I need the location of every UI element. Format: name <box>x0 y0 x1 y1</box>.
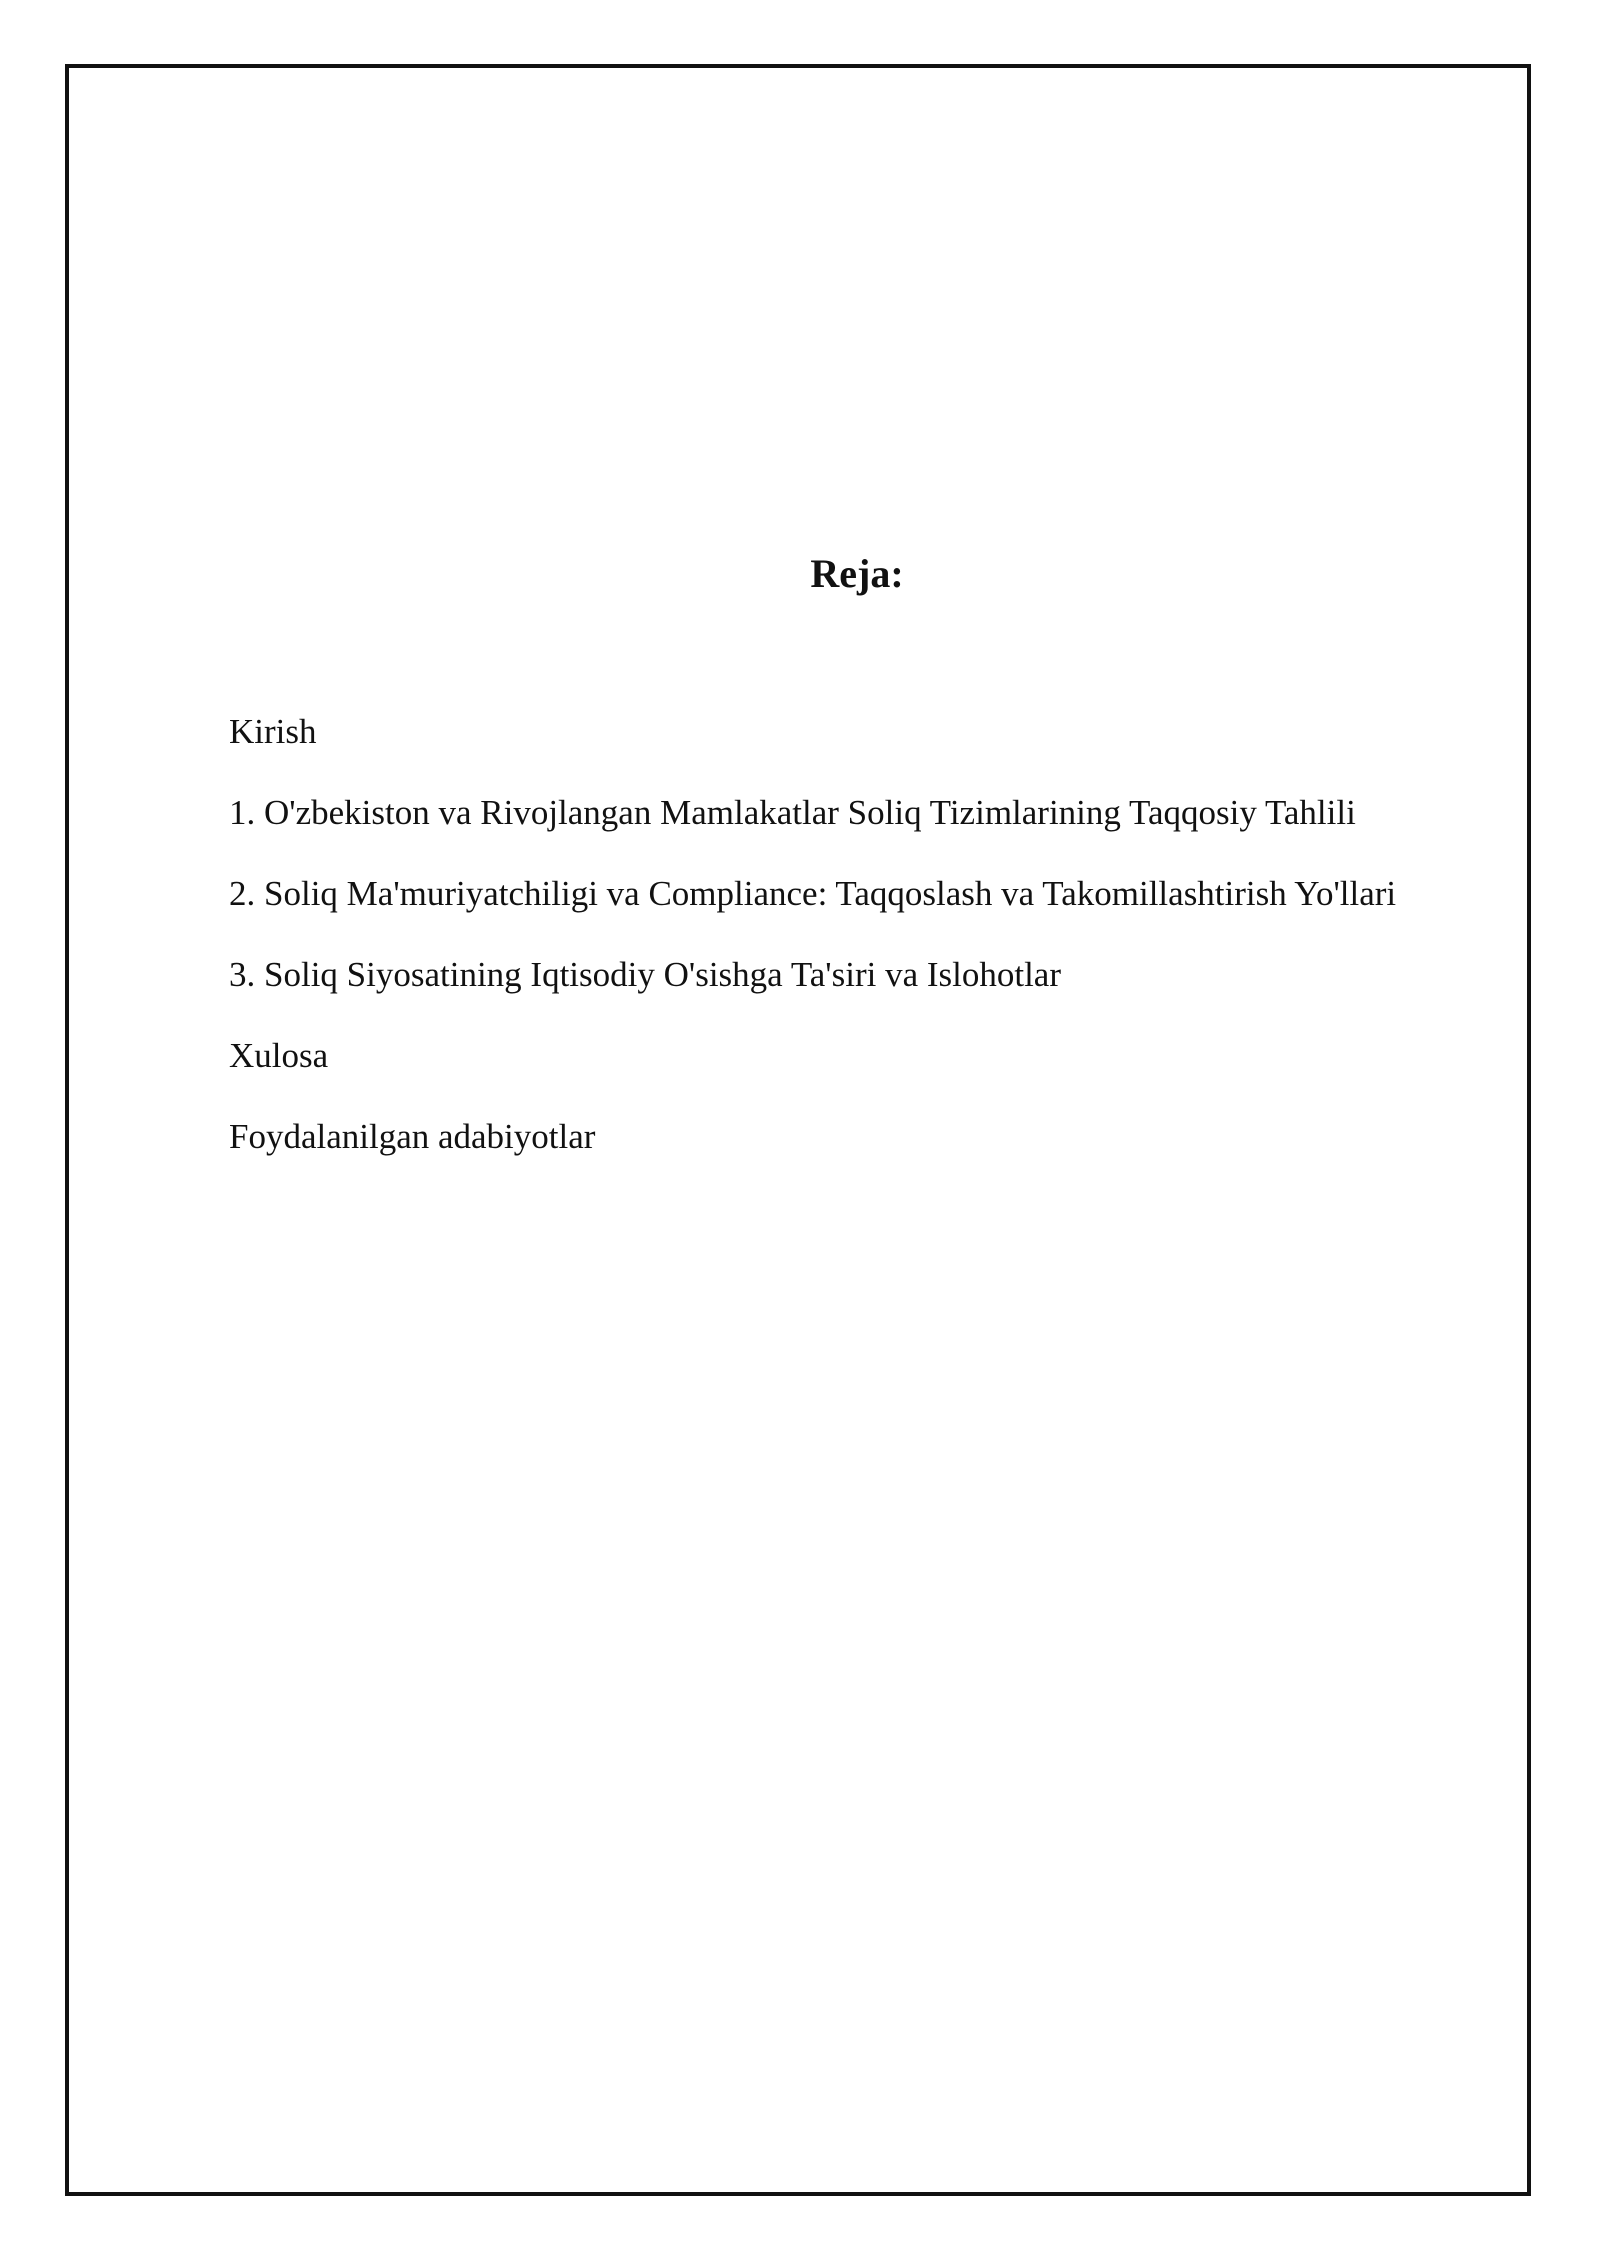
plan-item-section-2: 2. Soliq Ma'muriyatchiligi va Compliance: Taqqoslash va Takomillashtirish Yo'llari <box>229 874 1397 913</box>
plan-item-references: Foydalanilgan adabiyotlar <box>229 1117 596 1156</box>
plan-item-section-1: 1. O'zbekiston va Rivojlangan Mamlakatlar Soliq Tizimlarining Taqqosiy Tahlili <box>229 793 1356 832</box>
plan-item-conclusion: Xulosa <box>229 1036 329 1075</box>
plan-item-section-3: 3. Soliq Siyosatining Iqtisodiy O'sishga Ta'siri va Islohotlar <box>229 955 1062 994</box>
page-title: Reja: <box>810 551 904 596</box>
plan-list <box>229 700 1469 1186</box>
plan-item-introduction: Kirish <box>229 712 317 751</box>
